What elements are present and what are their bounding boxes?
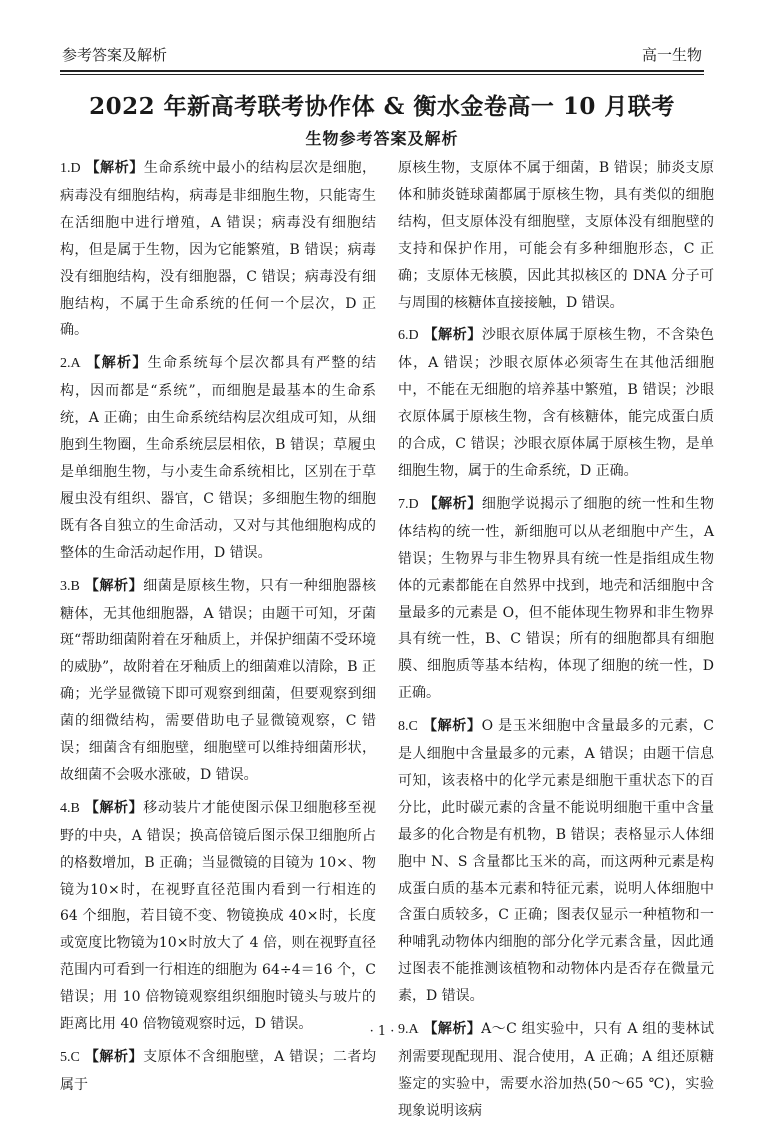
- answer-text: 支原体不含细胞壁，A 错误；二者均属于: [60, 1049, 377, 1093]
- right-column: [398, 155, 714, 1131]
- answer-number: 5.C: [60, 1050, 80, 1065]
- answer-text: A～C 组实验中，只有 A 组的斐林试剂需要现配现用、混合使用，A 正确；A 组还原糖鉴定的实验中，需要水浴加热(50～65 ℃)，实验现象说明该病: [398, 1021, 715, 1119]
- answer-item-continued: [398, 155, 714, 316]
- answer-item: [60, 795, 376, 1038]
- answer-text: 细胞学说揭示了细胞的统一性和生物体结构的统一性，新细胞可以从老细胞中产生，A 错误；生物界与非生物界具有统一性是指组成生物体的元素都能在自然界中找到，地壳和活细胞中含量最多的元素是 O，但不能体现生物界和非生物界具有统一性，B、C 错误；所有的细胞都具有细胞膜、细胞质等基本结构，体现了细胞的统一性，D 正确。: [398, 495, 715, 702]
- analysis-tag: 【解析】: [84, 1049, 144, 1065]
- answer-text: 生命系统中最小的结构层次是细胞，病毒没有细胞结构，病毒是非细胞生物，只能寄生在活细胞中进行增殖，A 错误；病毒没有细胞结构，但是属于生物，因为它能繁殖，B 错误；病毒没有细胞结构，没有细胞器，C 错误；病毒没有细胞结构，不属于生命系统的任何一个层次，D 正确。: [60, 160, 377, 339]
- analysis-tag: 【解析】: [84, 577, 144, 594]
- header-left-title: 参考答案及解析: [62, 46, 168, 64]
- page-header: [60, 44, 704, 66]
- left-column: [60, 155, 376, 1105]
- document-title: 2022 年新高考联考协作体 & 衡水金卷高一 10 月联考: [89, 93, 675, 120]
- answer-item: [60, 350, 376, 566]
- analysis-tag: 【解析】: [423, 327, 482, 344]
- answer-number: 7.D: [398, 496, 419, 512]
- answer-text: 移动装片才能使图示保卫细胞移至视野的中央，A 错误；换高倍镜后图示保卫细胞所占的格数增加，B 正确；当显微镜的目镜为 10×、物镜为10×时，在视野直径范围内看到一行相连的 64 个细胞，若目镜不变、物镜换成 40×时，长度或宽度比物镜为10×时放大了 4 倍，则在视野直径范围内可看到一行相连的细胞为 64÷4＝16 个，C 错误；用 10 倍物镜观察组织细胞时镜头与玻片的距离比用 40 倍物镜观察时远，D 错误。: [60, 799, 377, 1033]
- answer-text: 细菌是原核生物，只有一种细胞器核糖体，无其他细胞器，A 错误；由题干可知，牙菌斑“帮助细菌附着在牙釉质上，并保护细菌不受环境的威胁”，故附着在牙釉质上的细菌难以清除，B 正确；光学显微镜下即可观察到细菌，但要观察到细菌的细微结构，需要借助电子显微镜观察，C 错误；细菌含有细胞壁，细胞壁可以维持细菌形状，故细菌不会吸水涨破，D 错误。: [60, 577, 377, 783]
- document-subtitle: 生物参考答案及解析: [305, 129, 459, 148]
- answer-number: 1.D: [60, 161, 81, 176]
- answer-text: O 是玉米细胞中含量最多的元素，C 是人细胞中含量最多的元素，A 错误；由题干信息可知，该表格中的化学元素是细胞干重状态下的百分比，此时碳元素的含量不能说明细胞干重中含量最多的化合物是有机物，B 错误；表格显示人体细胞中 N、S 含量都比玉米的高，而这两种元素是构成蛋白质的基本元素和特征元素，说明人体细胞中含蛋白质较多，C 正确；图表仅显示一种植物和一种哺乳动物体内细胞的部分化学元素含量，因此通过图表不能推测该植物和动物体内是否存在微量元素，D 错误。: [398, 718, 715, 1005]
- answer-number: 6.D: [398, 328, 419, 344]
- answer-item: [60, 1044, 376, 1099]
- analysis-tag: 【解析】: [85, 160, 144, 176]
- answer-text: 沙眼衣原体属于原核生物，不含染色体，A 错误；沙眼衣原体必须寄生在其他活细胞中，不能在无细胞的培养基中繁殖，B 错误；沙眼衣原体属于原核生物，含有核糖体，能完成蛋白质的合成，C 错误；沙眼衣原体属于原核生物，是单细胞生物，属于的生命系统，D 正确。: [398, 327, 715, 479]
- answer-item: [398, 491, 714, 707]
- header-subject: 高一生物: [641, 46, 702, 64]
- answer-number: 2.A: [60, 356, 81, 372]
- answer-item: [60, 573, 376, 789]
- page-number: · 1 ·: [369, 1024, 395, 1039]
- header-rule-thin: [60, 74, 704, 75]
- answer-number: 8.C: [398, 719, 418, 735]
- analysis-tag: 【解析】: [423, 1021, 482, 1038]
- analysis-tag: 【解析】: [86, 355, 148, 372]
- analysis-tag: 【解析】: [422, 718, 482, 735]
- answer-number: 3.B: [60, 578, 80, 594]
- header-rule-thick: [60, 70, 704, 72]
- answer-item: [398, 322, 714, 484]
- answer-number: 9.A: [398, 1022, 419, 1038]
- answer-text: 生命系统每个层次都具有严整的结构，因而都是“系统”，而细胞是最基本的生命系统，A 正确；由生命系统结构层次组成可知，从细胞到生物圈，生命系统层层相依，B 错误；草履虫是单细胞生物，与小麦生命系统相比，区别在于草履虫没有组织、器官，C 错误；多细胞生物的细胞既有各自独立的生命活动，又对与其他细胞构成的整体的生命活动起作用，D 错误。: [60, 355, 377, 561]
- answer-number: 4.B: [60, 800, 80, 816]
- analysis-tag: 【解析】: [84, 799, 144, 816]
- answer-item: [398, 713, 714, 1010]
- answer-text: 原核生物，支原体不属于细菌，B 错误；肺炎支原体和肺炎链球菌都属于原核生物，具有类似的细胞结构，但支原体没有细胞壁，支原体没有细胞壁的支持和保护作用，可能会有多种细胞形态，C 正确；支原体无核膜，因此其拟核区的 DNA 分子可与周围的核糖体直接接触，D 错误。: [398, 160, 714, 311]
- answer-item: [60, 155, 376, 344]
- analysis-tag: 【解析】: [423, 495, 482, 512]
